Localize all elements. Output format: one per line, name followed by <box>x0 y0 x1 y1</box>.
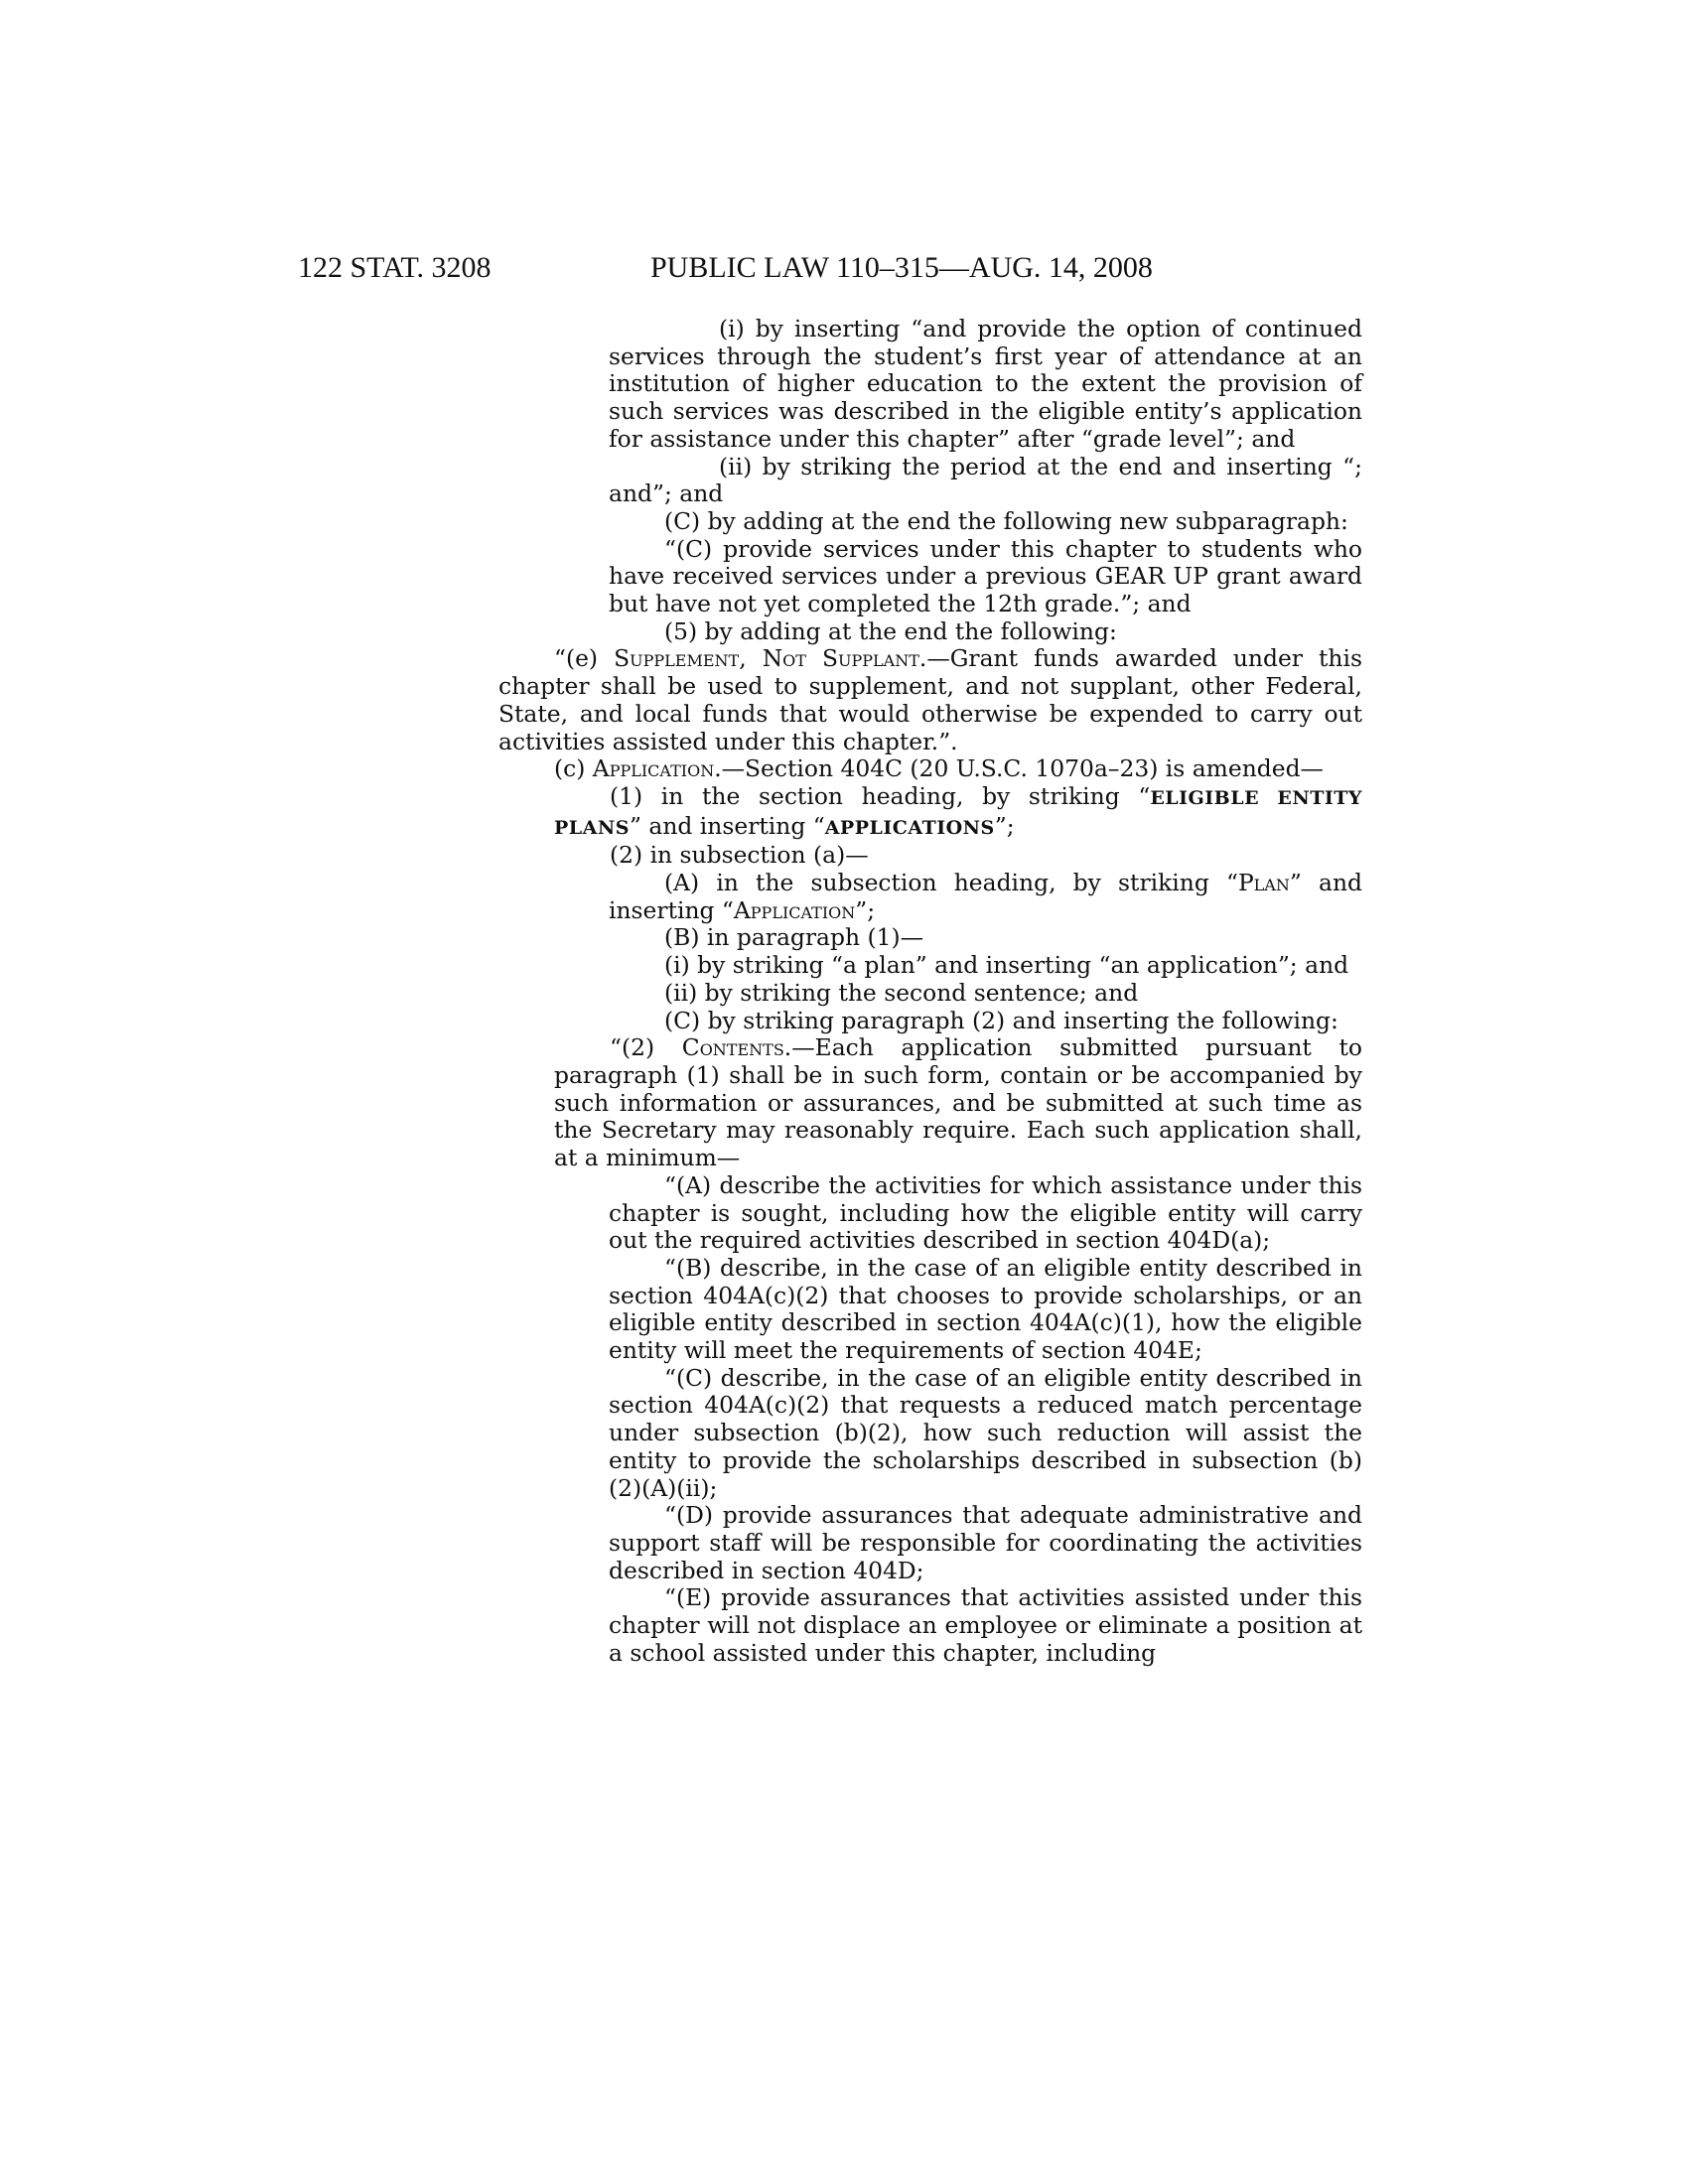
contents-heading: Contents <box>681 1033 784 1062</box>
paragraph-1-section-heading <box>498 783 1362 842</box>
requirement-d-staff: “(D) provide assurances that adequate administrative and support staff will be responsible for coordinating the activities described in section 404D; <box>609 1501 1362 1584</box>
subparagraph-a-mid: ” and inserting “ <box>609 869 1362 924</box>
requirement-c-reduced-match: “(C) describe, in the case of an eligible entity described in section 404A(c)(2) that requests a reduced match percentage under subsection (b)(2), how such reduction will assist the entity to provide the scholarships described in subsection (b)(2)(A)(ii); <box>609 1363 1362 1502</box>
subsection-c-application <box>498 755 1362 783</box>
paragraph-1-mid: ” and inserting “ <box>629 811 825 840</box>
public-law-title: PUBLIC LAW 110–315—AUG. 14, 2008 <box>650 251 1153 284</box>
clause-i-continued-services: (i) by inserting “and provide the option of continued services through the student’s first year of attendance at an institution of higher education to the extent the provision of such services was described in the eligible entity’s application for assistance under this chapter” after “grade level”; and <box>609 315 1362 453</box>
paragraph-1-post: ”; <box>994 811 1015 840</box>
paragraph-5-adding: (5) by adding at the end the following: <box>664 616 1117 645</box>
subparagraph-a-post: ”; <box>855 895 876 924</box>
contents-rest: .—Each application submitted pursuant to paragraph (1) shall be in such form, contain or be accompanied by such information or assurances, and be submitted at such time as the Secretary may reasonably require. Each such application shall, at a minimum— <box>554 1033 1362 1172</box>
clause-i-striking-plan: (i) by striking “a plan” and inserting “an application”; and <box>664 951 1349 980</box>
paragraph-1-struck-heading: ELIGIBLE ENTITY PLANS <box>554 786 1362 839</box>
contents-open: “(2) <box>610 1033 682 1062</box>
subsection-c-rest: .—Section 404C (20 U.S.C. 1070a–23) is amended— <box>714 754 1324 783</box>
requirement-e-no-displacement: “(E) provide assurances that activities assisted under this chapter will not displace an employee or eliminate a position at a school assisted under this chapter, including <box>609 1583 1362 1667</box>
subparagraph-a-struck: Plan <box>1237 869 1290 897</box>
subsection-c-heading: Application <box>592 754 715 783</box>
subsection-e-supplement <box>498 645 1362 755</box>
paragraph-2-subsection-a: (2) in subsection (a)— <box>610 841 869 870</box>
stat-page-citation: 122 STAT. 3208 <box>298 251 492 284</box>
subsection-e-rest: .—Grant funds awarded under this chapter shall be used to supplement, and not supplant, other Federal, State, and local funds that would otherwise be expended to carry out activities assisted under this chapter.”. <box>498 644 1362 755</box>
requirement-b-scholarships: “(B) describe, in the case of an eligible entity described in section 404A(c)(2) that chooses to provide scholarships, or an eligible entity described in section 404A(c)(1), how the eligible entity will meet the requirements of section 404E; <box>609 1253 1362 1365</box>
subparagraph-c-striking-paragraph-2: (C) by striking paragraph (2) and inserting the following: <box>664 1006 1338 1034</box>
requirement-a-activities: “(A) describe the activities for which assistance under this chapter is sought, including how the eligible entity will carry out the required activities described in section 404D(a); <box>609 1170 1362 1255</box>
paragraph-2-contents <box>498 1034 1362 1172</box>
subsection-e-heading: Supplement, Not Supplant <box>614 644 919 673</box>
paragraph-1-inserted-heading: APPLICATIONS <box>824 816 995 839</box>
subsection-c-open: (c) <box>554 754 593 783</box>
subparagraph-a-heading <box>498 870 1362 924</box>
running-header <box>298 250 1241 286</box>
subparagraph-b-paragraph-1: (B) in paragraph (1)— <box>664 923 923 952</box>
subparagraph-a-inserted: Application <box>733 895 856 924</box>
subparagraph-c-adding: (C) by adding at the end the following new subparagraph: <box>664 506 1348 535</box>
paragraph-1-pre: (1) in the section heading, by striking “ <box>610 781 1151 810</box>
clause-ii-second-sentence: (ii) by striking the second sentence; and <box>664 978 1139 1007</box>
statute-body <box>498 316 1362 1667</box>
clause-ii-striking-period: (ii) by striking the period at the end and inserting “; and”; and <box>609 452 1362 508</box>
quoted-subparagraph-c: “(C) provide services under this chapter to students who have received services under a previous GEAR UP grant award but have not yet completed the 12th grade.”; and <box>609 534 1362 618</box>
subparagraph-a-pre: (A) in the subsection heading, by striking “ <box>664 869 1238 897</box>
subsection-e-open: “(e) <box>554 644 615 673</box>
